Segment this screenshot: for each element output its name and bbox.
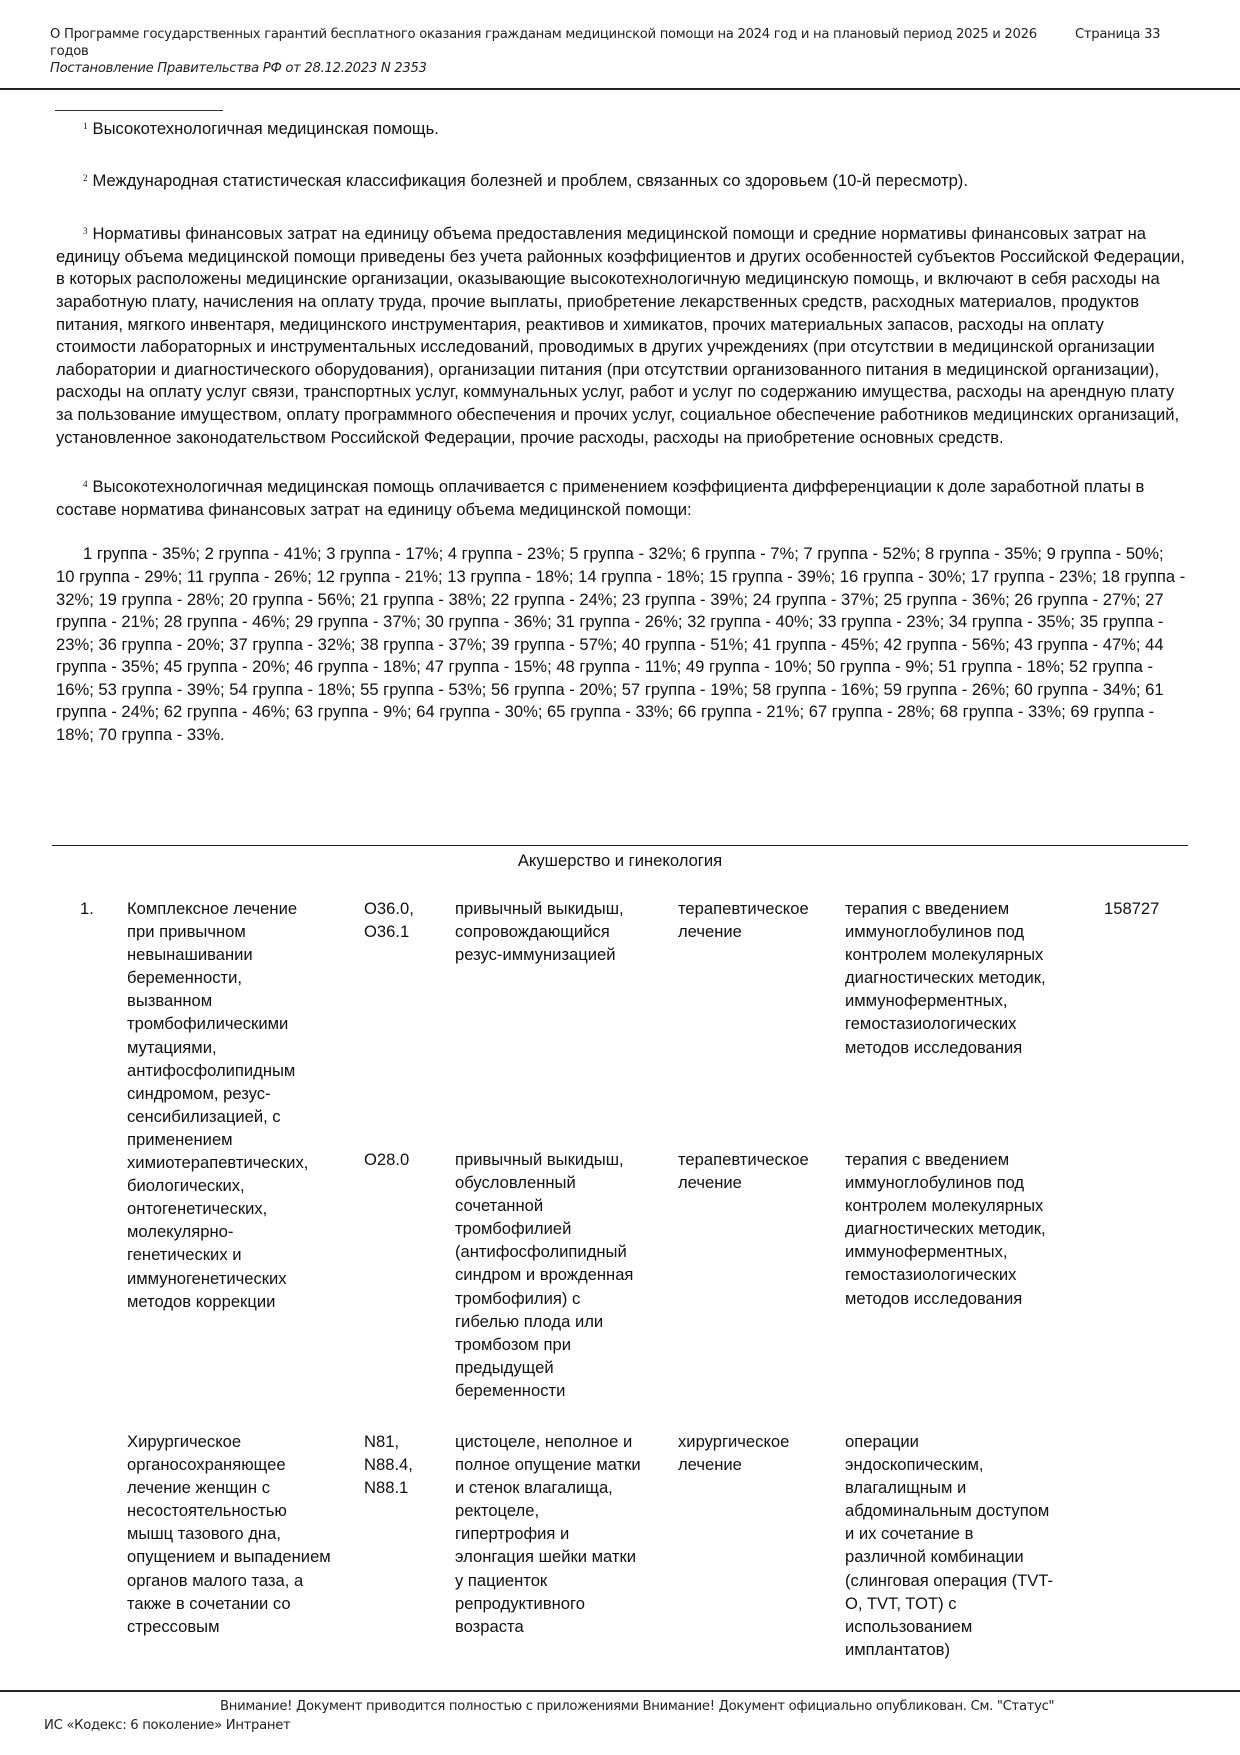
treatment-method bbox=[845, 1148, 1085, 1310]
cell-line: тромбофилия) с bbox=[455, 1288, 581, 1308]
footnote-text: Высокотехнологичная медицинская помощь оплачивается с применением коэффициента дифференциации к доле заработной платы в составе норматива финансовых затрат на единицу объема медицинской помощи: bbox=[56, 477, 1145, 519]
cell-line: методов коррекции bbox=[127, 1291, 276, 1311]
cell-line: синдромом, резус- bbox=[127, 1083, 271, 1103]
footnotes-block bbox=[56, 113, 1186, 747]
cell-line: диагностических методик, bbox=[845, 968, 1046, 988]
cell-line: невынашивании bbox=[127, 945, 253, 965]
cell-line: и стенок влагалища, bbox=[455, 1478, 613, 1498]
patient-model bbox=[455, 897, 670, 966]
cell-line: N88.4, bbox=[364, 1455, 413, 1475]
cell-line: гемостазиологических bbox=[845, 1265, 1017, 1285]
cell-line: иммуноферментных, bbox=[845, 991, 1008, 1011]
cell-line: онтогенетических, bbox=[127, 1199, 268, 1219]
cell-line: несостоятельностью bbox=[127, 1501, 287, 1521]
footnote-4 bbox=[56, 473, 1186, 521]
cell-line: контролем молекулярных bbox=[845, 945, 1044, 965]
cell-line: беременности, bbox=[127, 968, 242, 988]
cell-line: Комплексное лечение bbox=[127, 899, 298, 918]
cell-line: N81, bbox=[364, 1432, 400, 1451]
cell-line: имплантатов) bbox=[845, 1639, 950, 1659]
cell-line: привычный выкидыш, bbox=[455, 899, 624, 918]
cell-line: и их сочетание в bbox=[845, 1524, 974, 1544]
cell-line: антифосфолипидным bbox=[127, 1060, 296, 1080]
footer-divider bbox=[0, 1690, 1240, 1692]
cell-line: тромбофилическими bbox=[127, 1014, 289, 1034]
cell-line: лечение женщин с bbox=[127, 1478, 270, 1498]
footnote-3 bbox=[56, 220, 1186, 449]
cell-line: методов исследования bbox=[845, 1037, 1023, 1057]
footnote-mark: 2 bbox=[83, 172, 88, 183]
cell-line: терапия с введением bbox=[845, 899, 1010, 918]
cell-line: репродуктивного bbox=[455, 1593, 585, 1613]
cell-line: гибелью плода или bbox=[455, 1311, 604, 1331]
cell-line: абдоминальным доступом bbox=[845, 1501, 1050, 1521]
cell-line: возраста bbox=[455, 1616, 524, 1636]
cell-line: N88.1 bbox=[364, 1478, 409, 1498]
cell-line: органов малого таза, а bbox=[127, 1570, 304, 1590]
cell-line: иммуноглобулинов под bbox=[845, 1173, 1025, 1193]
page-number: Страница 33 bbox=[1075, 27, 1161, 42]
cell-line: сопровождающийся bbox=[455, 922, 610, 942]
cell-line: вызванном bbox=[127, 991, 213, 1011]
cell-line: мышц тазового дна, bbox=[127, 1524, 281, 1544]
cell-line: гемостазиологических bbox=[845, 1014, 1017, 1034]
cell-line: у пациенток bbox=[455, 1570, 548, 1590]
cell-line: иммуноглобулинов под bbox=[845, 922, 1025, 942]
footnote-text: Нормативы финансовых затрат на единицу объема предоставления медицинской помощи и средние нормативы финансовых затрат на единицу объема медицинской помощи приведены без учета районных коэффициентов и других особенностей субъектов Российской Федерации, в которых расположены медицинские организации, оказывающие высокотехнологичную медицинскую помощь, и включают в себя расходы на заработную плату, начисления на оплату труда, прочие выплаты, приобретение лекарственных средств, расходных материалов, продуктов питания, мягкого инвентаря, медицинского инструментария, реактивов и химикатов, прочих материальных запасов, расходы на оплату стоимости лабораторных и инструментальных исследований, проводимых в других учреждениях (при отсутствии в медицинской организации лаборатории и диагностического оборудования), организации питания (при отсутствии организованного питания в медицинской организации), расходы на оплату услуг связи, транспортных услуг, коммунальных услуг, работ и услуг по содержанию имущества, расходы на арендную плату за пользование имуществом, оплату программного обеспечения и прочих услуг, социальное обеспечение работников медицинских организаций, установленное законодательством Российской Федерации, прочие расходы, расходы на приобретение основных средств. bbox=[56, 224, 1185, 447]
cell-line: органосохраняющее bbox=[127, 1455, 286, 1475]
footnote-mark: 1 bbox=[83, 121, 88, 131]
treatment-type bbox=[678, 897, 843, 943]
icd-codes bbox=[364, 1430, 444, 1499]
cell-line: также в сочетании со bbox=[127, 1593, 291, 1613]
cell-line: эндоскопическим, bbox=[845, 1455, 984, 1475]
section-title: Акушерство и гинекология bbox=[517, 851, 723, 870]
cell-line: O36.0, bbox=[364, 899, 414, 918]
cell-line: O, TVT, TOT) с bbox=[845, 1593, 957, 1613]
treatment-method bbox=[845, 897, 1085, 1059]
footnote-divider bbox=[55, 110, 223, 111]
cell-line: молекулярно- bbox=[127, 1222, 234, 1242]
cell-line: обусловленный bbox=[455, 1173, 576, 1193]
cell-line: мутациями, bbox=[127, 1037, 217, 1057]
document-subtitle: Постановление Правительства РФ от 28.12.2023 N 2353 bbox=[50, 61, 427, 76]
cell-line: лечение bbox=[678, 1173, 742, 1193]
cell-line: сочетанной bbox=[455, 1196, 544, 1216]
cell-line: опущением и выпадением bbox=[127, 1547, 331, 1567]
footnote-text: Высокотехнологичная медицинская помощь. bbox=[92, 119, 439, 138]
cell-line: различной комбинации bbox=[845, 1547, 1024, 1567]
cell-line: при привычном bbox=[127, 922, 246, 942]
footnote-mark: 3 bbox=[83, 226, 88, 237]
cell-line: ректоцеле, bbox=[455, 1501, 540, 1521]
icd-codes bbox=[364, 1148, 444, 1171]
cell-line: (антифосфолипидный bbox=[455, 1242, 627, 1262]
cell-line: генетических и bbox=[127, 1245, 242, 1265]
footer-notice: Внимание! Документ приводится полностью с приложениями Внимание! Документ официально опубликован. См. "Статус" bbox=[220, 1699, 1055, 1714]
treatment-type bbox=[678, 1430, 843, 1476]
cell-line: терапия с введением bbox=[845, 1150, 1010, 1169]
cell-line: полное опущение матки bbox=[455, 1455, 641, 1475]
page-header bbox=[50, 26, 1170, 77]
treatment-name bbox=[127, 1430, 352, 1638]
cell-line: O28.0 bbox=[364, 1150, 410, 1169]
cell-line: O36.1 bbox=[364, 922, 410, 942]
cell-line: влагалищным и bbox=[845, 1478, 967, 1498]
group-coefficients: 1 группа - 35%; 2 группа - 41%; 3 группа - 17%; 4 группа - 23%; 5 группа - 32%; 6 группа - 7%; 7 группа - 52%; 8 группа - 35%; 9 группа - 50%; 10 группа - 29%; 11 группа - 26%; 12 группа - 21%; 13 группа - 18%; 14 группа - 18%; 15 группа - 39%; 16 группа - 30%; 17 группа - 23%; 18 группа - 32%; 19 группа - 28%; 20 группа - 56%; 21 группа - 38%; 22 группа - 24%; 23 группа - 39%; 24 группа - 37%; 25 группа - 36%; 26 группа - 27%; 27 группа - 21%; 28 группа - 46%; 29 группа - 37%; 30 группа - 36%; 31 группа - 26%; 32 группа - 40%; 33 группа - 23%; 34 группа - 35%; 35 группа - 23%; 36 группа - 20%; 37 группа - 32%; 38 группа - 37%; 39 группа - 57%; 40 группа - 51%; 41 группа - 45%; 42 группа - 56%; 43 группа - 47%; 44 группа - 35%; 45 группа - 20%; 46 группа - 18%; 47 группа - 15%; 48 группа - 11%; 49 группа - 10%; 50 группа - 9%; 51 группа - 18%; 52 группа - 16%; 53 группа - 39%; 54 группа - 18%; 55 группа - 53%; 56 группа - 20%; 57 группа - 19%; 58 группа - 16%; 59 группа - 26%; 60 группа - 34%; 61 группа - 24%; 62 группа - 46%; 63 группа - 9%; 64 группа - 30%; 65 группа - 33%; 66 группа - 21%; 67 группа - 28%; 68 группа - 33%; 69 группа - 18%; 70 группа - 33%. bbox=[56, 544, 1186, 745]
cell-line: использованием bbox=[845, 1616, 973, 1636]
cell-line: методов исследования bbox=[845, 1288, 1023, 1308]
cell-line: цистоцеле, неполное и bbox=[455, 1432, 633, 1451]
cell-line: биологических, bbox=[127, 1176, 245, 1196]
treatment-type bbox=[678, 1148, 843, 1194]
footer-brand: ИС «Кодекс: 6 поколение» Интранет bbox=[44, 1718, 291, 1733]
section-divider bbox=[52, 845, 1188, 846]
cell-line: сенсибилизацией, с bbox=[127, 1106, 281, 1126]
cell-line: контролем молекулярных bbox=[845, 1196, 1044, 1216]
cell-line: применением bbox=[127, 1129, 233, 1149]
cell-line: (слинговая операция (TVT- bbox=[845, 1570, 1054, 1590]
cell-line: терапевтическое bbox=[678, 1150, 809, 1169]
row-number: 1. bbox=[80, 899, 94, 918]
cell-line: терапевтическое bbox=[678, 899, 809, 918]
cell-line: синдром и врожденная bbox=[455, 1265, 634, 1285]
cell-line: беременности bbox=[455, 1380, 566, 1400]
cell-line: гипертрофия и bbox=[455, 1524, 570, 1544]
cell-line: лечение bbox=[678, 922, 742, 942]
cell-line: привычный выкидыш, bbox=[455, 1150, 624, 1169]
cell-line: элонгация шейки матки bbox=[455, 1547, 636, 1567]
footnote-text: Международная статистическая классификация болезней и проблем, связанных со здоровьем (10-й пересмотр). bbox=[92, 170, 968, 190]
footnote-2 bbox=[56, 167, 1186, 193]
cell-line: операции bbox=[845, 1432, 919, 1451]
cost-value: 158727 bbox=[1104, 899, 1160, 918]
cell-line: предыдущей bbox=[455, 1357, 554, 1377]
cell-line: диагностических методик, bbox=[845, 1219, 1046, 1239]
cell-line: тромбофилией bbox=[455, 1219, 572, 1239]
treatment-method bbox=[845, 1430, 1085, 1661]
header-divider bbox=[0, 88, 1240, 90]
cell-line: Хирургическое bbox=[127, 1432, 242, 1451]
patient-model bbox=[455, 1148, 670, 1402]
cell-line: иммуноферментных, bbox=[845, 1242, 1008, 1262]
icd-codes bbox=[364, 897, 444, 943]
document-title: О Программе государственных гарантий бесплатного оказания гражданам медицинской помощи на 2024 год и на плановый период 2025 и 2026 годов bbox=[50, 27, 1037, 59]
cell-line: химиотерапевтических, bbox=[127, 1153, 309, 1173]
cell-line: стрессовым bbox=[127, 1616, 220, 1636]
treatment-name bbox=[127, 897, 352, 1313]
cell-line: тромбозом при bbox=[455, 1334, 571, 1354]
cell-line: иммуногенетических bbox=[127, 1268, 287, 1288]
footnote-mark: 4 bbox=[83, 479, 88, 490]
cell-line: лечение bbox=[678, 1455, 742, 1475]
cell-line: хирургическое bbox=[678, 1432, 790, 1451]
footnote-1 bbox=[56, 115, 1186, 141]
patient-model bbox=[455, 1430, 670, 1638]
cell-line: резус-иммунизацией bbox=[455, 945, 616, 965]
